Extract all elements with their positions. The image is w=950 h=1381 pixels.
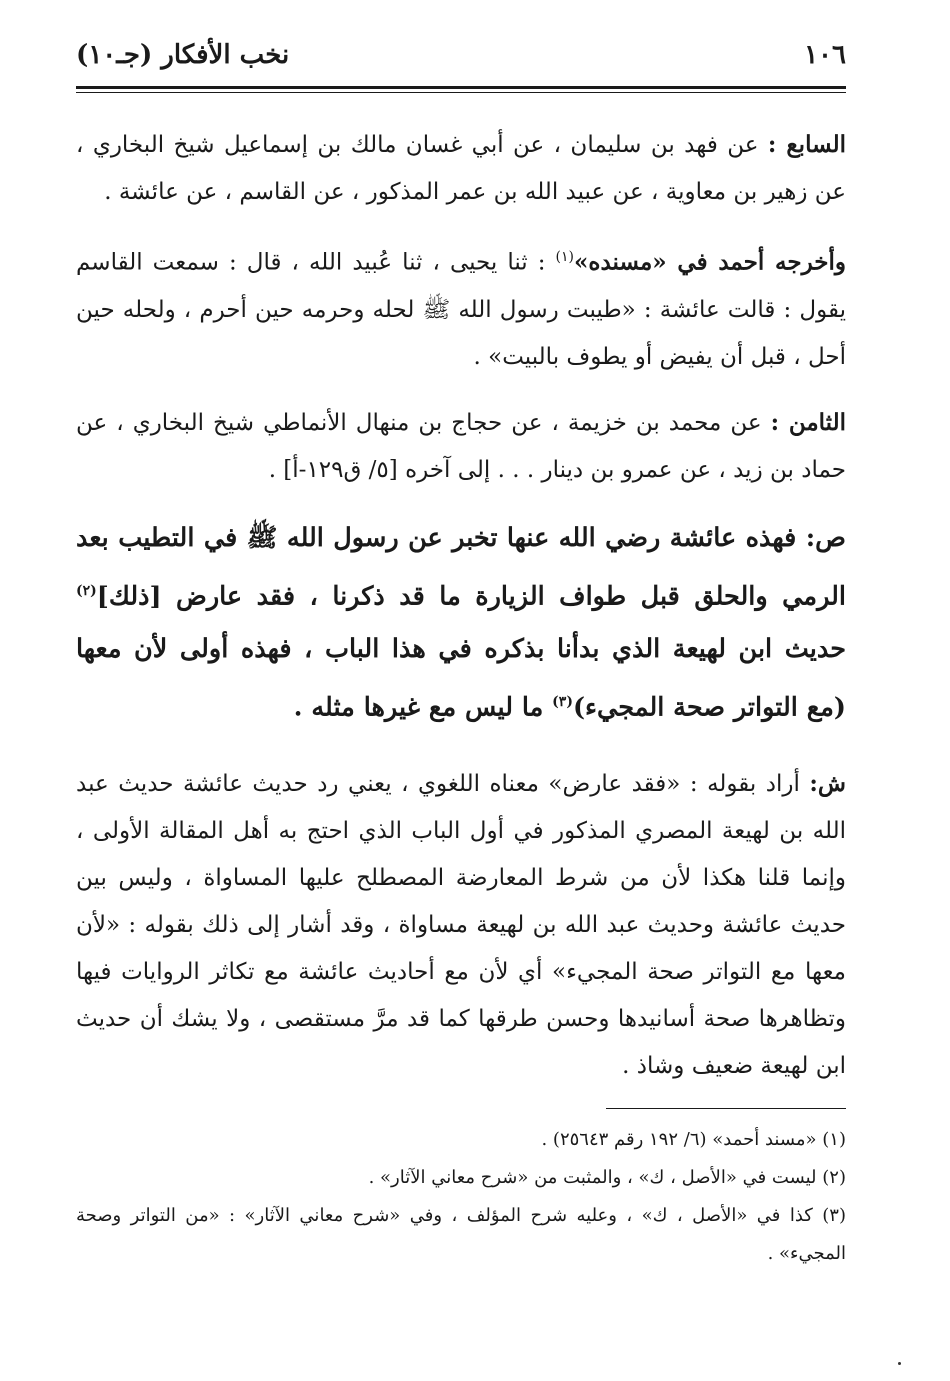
paragraph-lead: وأخرجه أحمد في «مسنده» [574, 248, 846, 276]
paragraph-text: : ثنا يحيى ، ثنا عُبيد الله ، قال : سمعت القاسم يقول : قالت عائشة : «طيبت رسول الله ﷺ لحله وحرمه حين أحرم ، ولحله حين أحل ، قبل أن يفيض أو يطوف بالبيت» . [76, 249, 846, 370]
paragraph-commentary [76, 760, 846, 1090]
footnote-ref: (١) [555, 249, 575, 265]
footnote-separator [606, 1108, 846, 1109]
footnote-ref: (٢) [76, 582, 97, 599]
paragraph-ahmad [76, 234, 846, 381]
paragraph-text: حديث ابن لهيعة الذي بدأنا بذكره في هذا الباب ، فهذه أولى لأن معها (مع التواتر صحة المجيء) [76, 634, 846, 723]
header-rule-thick [76, 86, 846, 89]
header-rule-thin [76, 92, 846, 93]
footnote: (٣) كذا في «الأصل ، ك» ، وعليه شرح المؤلف ، وفي «شرح معاني الآثار» : «من التواتر وصحة المجيء» . [76, 1205, 846, 1265]
paragraph-lead: السابع : [767, 131, 846, 158]
paragraph-text: عن فهد بن سليمان ، عن أبي غسان مالك بن إسماعيل شيخ البخاري ، عن زهير بن معاوية ، عن عبيد الله بن عمر المذكور ، عن القاسم ، عن عائشة . [76, 132, 846, 205]
book-page [76, 40, 846, 1273]
footnotes [76, 1121, 846, 1273]
page-number: ١٠٦ [804, 40, 846, 70]
paragraph-seventh [76, 121, 846, 216]
speck-mark [898, 1362, 901, 1365]
running-header [76, 40, 846, 84]
footnote: (٢) ليست في «الأصل ، ك» ، والمثبت من «شرح معاني الآثار» . [368, 1167, 846, 1189]
paragraph-text-sad [76, 512, 846, 735]
paragraph-text: ما ليس مع غيرها مثله . [293, 692, 553, 723]
footnote-ref: (٣) [552, 694, 573, 711]
paragraph-text: عن محمد بن خزيمة ، عن حجاج بن منهال الأنماطي شيخ البخاري ، عن حماد بن زيد ، عن عمرو بن دينار . . . إلى آخره [٥/ ق١٢٩-أ] . [76, 409, 846, 483]
paragraph-text: ص: فهذه عائشة رضي الله عنها تخبر عن رسول الله ﷺ في التطيب بعد الرمي والحلق قبل طواف الزيارة ما قد ذكرنا ، فقد عارض [ذلك] [76, 522, 846, 612]
footnote: (١) «مسند أحمد» (٦/ ١٩٢ رقم ٢٥٦٤٣) . [541, 1129, 846, 1151]
paragraph-lead: الثامن : [770, 408, 847, 436]
book-title: نخب الأفكار (جـ١٠) [76, 40, 290, 70]
paragraph-text: أراد بقوله : «فقد عارض» معناه اللغوي ، يعني رد حديث عائشة حديث عبد الله بن لهيعة المصري المذكور في أول الباب الذي احتج به أهل المقالة الأولى ، وإنما قلنا هكذا لأن من شرط المعارضة المصطلح عليها المساواة ، وليس بين حديث عائشة وحديث عبد الله بن لهيعة مساواة ، وقد أشار إلى ذلك بقوله : «لأن معها مع التواتر صحة المجيء» أي لأن مع أحاديث عائشة مع تكاثر الروايات فيها وتظاهرها صحة أسانيدها وحسن طرقها كما قد مرَّ مستقصى ، ولا يشك أن حديث ابن لهيعة ضعيف وشاذ . [76, 771, 847, 1080]
paragraph-eighth [76, 399, 846, 494]
paragraph-lead: ش: [809, 770, 846, 798]
